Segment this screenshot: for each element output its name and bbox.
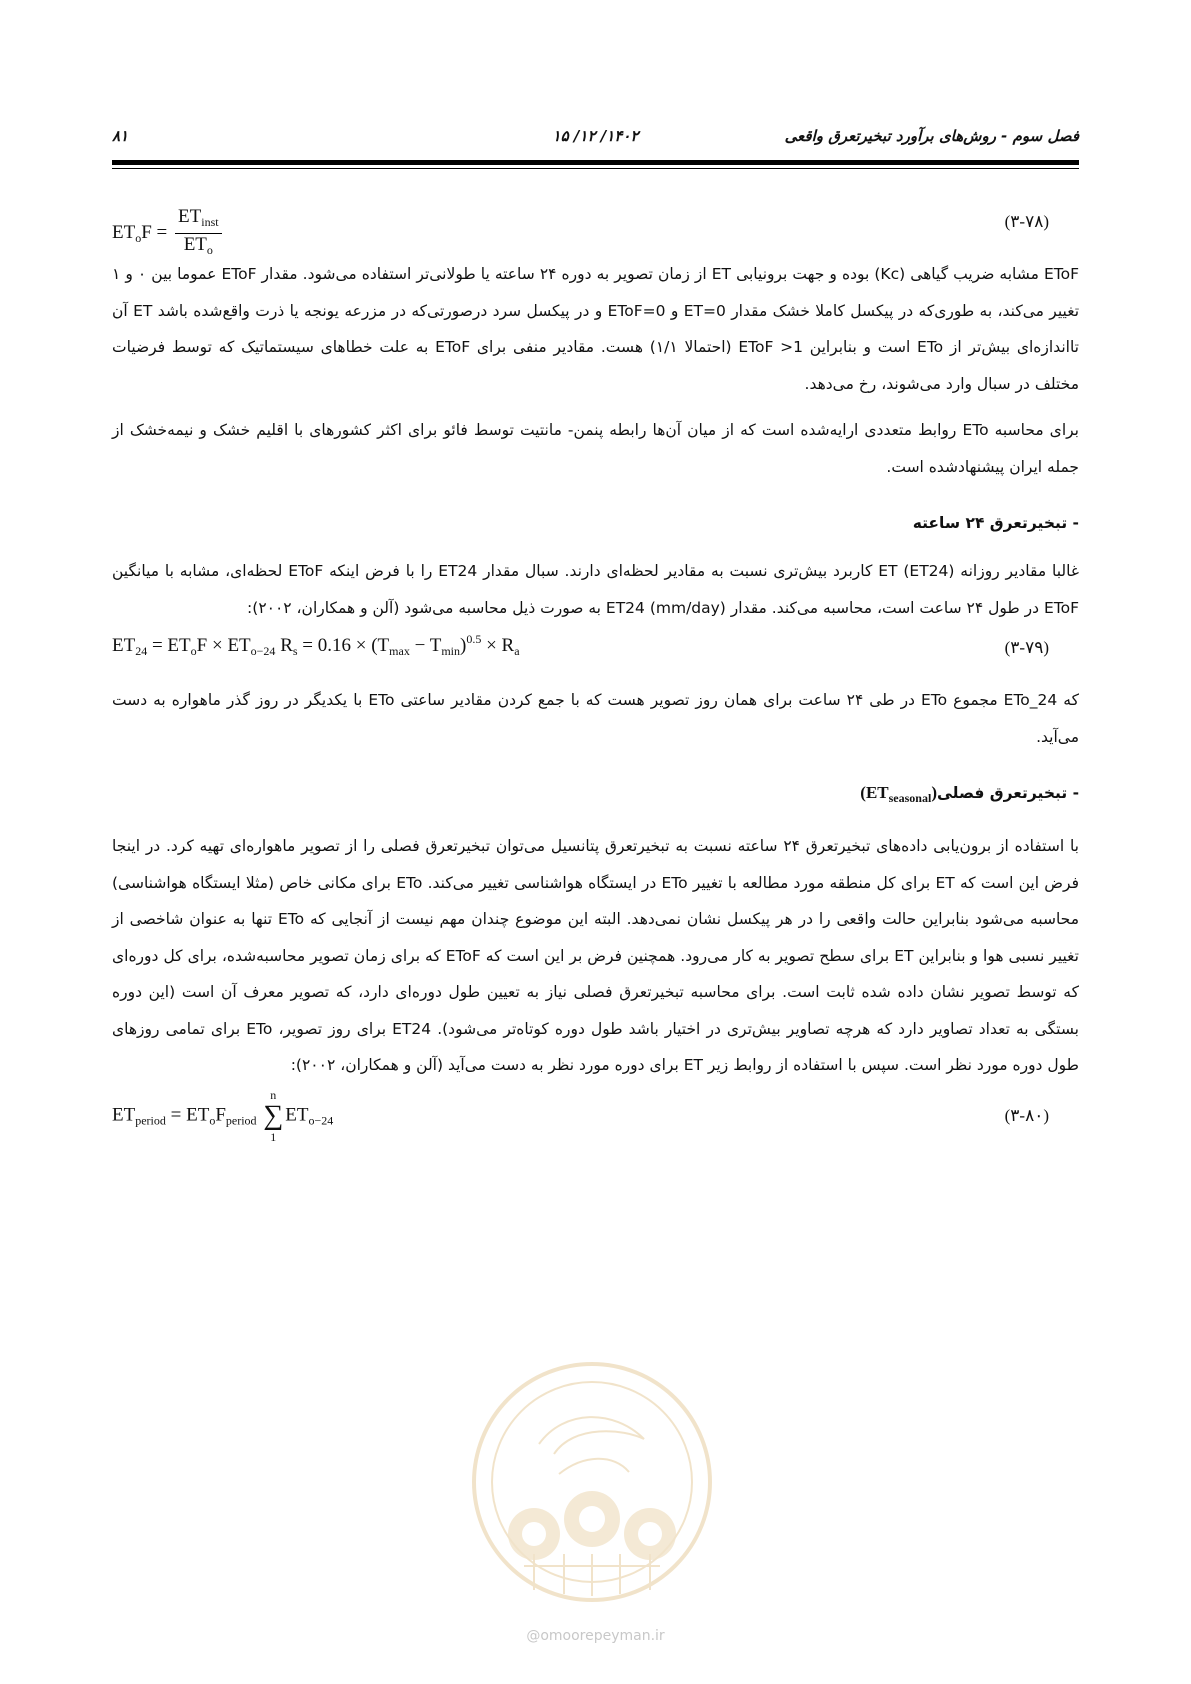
page-header bbox=[112, 127, 1079, 155]
para5-line8: اختیار باشد طول دوره کوتاه‌تر می‌شود). ET24 برای روز تصویر، ETo برای تمامی روزهای طول دوره مورد نظر است. bbox=[112, 1019, 1079, 1074]
eq79-d-sub: s bbox=[292, 644, 298, 658]
eq79-g-sup: 0.5 bbox=[466, 632, 482, 646]
eq79-a: ET bbox=[112, 635, 136, 656]
para5-line7: تعیین طول دوره‌ای دارد، که تصویر معرف آن است (این دوره بستگی به تعداد تصاویر دارد که هرچه تصاویر بیش‌تری در bbox=[112, 983, 1079, 1038]
para1-line5: سبال وارد می‌شوند، رخ می‌دهد. bbox=[804, 374, 1011, 393]
eq80-sum-upper: n bbox=[270, 1087, 277, 1102]
section2-title: - تبخیرتعرق فصلی bbox=[936, 784, 1079, 802]
eq79-e: = 0.16 × (T bbox=[297, 635, 390, 656]
eq80-sum-symbol: ∑ bbox=[263, 1099, 284, 1131]
header-rule-thick bbox=[112, 160, 1079, 165]
equation-79 bbox=[112, 626, 1079, 682]
para5-line9: سپس با استفاده از روابط زیر ET برای دوره مورد نظر به دست می‌آید (آلن و همکاران، ۲۰۰۲): bbox=[290, 1056, 900, 1074]
para5-line4: هر پیکسل نشان نمی‌دهد. البته این موضوع چندان مهم نیست از آنجایی که ETo تنها به عنوان شاخصی از تغییر نسبی bbox=[112, 910, 1079, 965]
eq79-g: ) bbox=[460, 635, 467, 656]
section-heading-seasonal bbox=[112, 775, 1079, 816]
eq80-d: ET bbox=[285, 1103, 309, 1125]
eq79-f-sub: min bbox=[441, 644, 460, 658]
page-content bbox=[112, 200, 1079, 1154]
eq78-numerator bbox=[175, 206, 222, 234]
eq78-lhs-tail: F = bbox=[141, 221, 168, 243]
section2-paren-open: ( bbox=[860, 783, 866, 802]
eq80-a-sub: period bbox=[135, 1112, 166, 1127]
section2-paren-close: ) bbox=[931, 783, 937, 802]
para1-line3: در پیکسل سرد درصورتی‌که در مزرعه یونجه یا ذرت واقع‌شده باشد ET آن تااندازه‌ای بیش‌تر از ETo است و بنابراین bbox=[112, 301, 1079, 356]
para5-line2: تصویر ماهواره‌ای تهیه کرد. در اینجا فرض این است که ET برای کل منطقه مورد مطالعه با تغییر ETo در ایستگاه bbox=[112, 837, 1079, 892]
eq78-denominator bbox=[175, 234, 222, 261]
eq79-a-sub: 24 bbox=[135, 644, 148, 658]
page-number: ۸۱ bbox=[112, 127, 129, 145]
eq79-b-sub: o bbox=[190, 644, 197, 658]
para1-line4: ETo‌F >1 (احتمالا ۱/۱) هست. مقادیر منفی برای ETo‌F به علت خطاهای سیستماتیک که توسط فرضیات مختلف در bbox=[112, 338, 1079, 393]
eq79-b: = ET bbox=[147, 635, 191, 656]
para4-line1: که ETo_24 مجموع ETo در طی ۲۴ ساعت برای همان روز تصویر هست که با جمع کردن مقادیر ساعتی ETo با bbox=[353, 691, 1079, 709]
eq80-sum-lower: 1 bbox=[270, 1129, 277, 1144]
equation-80-number: (۳-۸۰) bbox=[1004, 1105, 1049, 1125]
paragraph-eto24 bbox=[112, 682, 1079, 755]
eq78-fraction bbox=[175, 206, 222, 261]
equation-79-number: (۳-۷۹) bbox=[1004, 638, 1049, 657]
section2-en-sub: seasonal bbox=[888, 791, 932, 805]
para5-line1: با استفاده از برون‌یابی داده‌های تبخیرتعرق ۲۴ ساعته نسبت به تبخیرتعرق پتانسیل می‌توان تبخیرتعرق فصلی را از bbox=[345, 837, 1079, 855]
para2-line2: کشورهای با اقلیم خشک و نیمه‌خشک از جمله ایران پیشنهادشده است. bbox=[112, 421, 1079, 476]
paragraph-seasonal bbox=[112, 828, 1079, 1084]
eq79-e-sub: max bbox=[389, 644, 410, 658]
equation-80 bbox=[112, 1084, 1079, 1154]
header-rule-thin bbox=[112, 168, 1079, 169]
eq80-c: F bbox=[215, 1103, 226, 1125]
paragraph-et24 bbox=[112, 553, 1079, 626]
eq78-lhs: ET bbox=[112, 221, 136, 243]
para5-line6: محاسبه‌شده، برای کل دوره‌ای که توسط تصویر نشان داده شده ثابت است. برای محاسبه تبخیرتعرق فصلی نیاز به bbox=[112, 946, 1079, 1001]
eq79-d: R bbox=[275, 635, 293, 656]
eq80-c-sub: period bbox=[225, 1112, 257, 1127]
section2-en bbox=[860, 783, 937, 805]
chapter-title: فصل سوم - روش‌های برآورد تبخیرتعرق واقعی bbox=[784, 127, 1079, 145]
equation-79-formula bbox=[112, 632, 520, 659]
eq79-c: F × ET bbox=[196, 635, 251, 656]
para5-line3: هواشناسی تغییر می‌کند. ETo برای مکانی خاص (مثلا ایستگاه هواشناسی) محاسبه می‌شود بنابراین حالت واقعی را در bbox=[112, 873, 1079, 928]
eq79-h-sub: a bbox=[514, 644, 520, 658]
section-heading-24h: - تبخیرتعرق ۲۴ ساعته bbox=[912, 514, 1079, 532]
paragraph-etof bbox=[112, 256, 1079, 402]
section2-en-text: ET bbox=[865, 783, 889, 802]
eq78-den-text: ET bbox=[183, 234, 207, 255]
header-date: ۱۴۰۲/ ۱۲/ ۱۵ bbox=[552, 127, 639, 145]
para4-line2: یکدیگر در روز گذر ماهواره به دست می‌آید. bbox=[112, 691, 1079, 746]
eq79-h: × R bbox=[481, 635, 515, 656]
para5-line5: هوا و بنابراین ET برای سطح تصویر به کار می‌رود. همچنین فرض بر این است که EToF که برای زمان تصویر bbox=[310, 946, 1004, 965]
eq80-b-sub: o bbox=[209, 1112, 216, 1127]
eq78-num-text: ET bbox=[178, 206, 202, 227]
para2-line1: برای محاسبه ETo روابط متعددی ارایه‌شده است که از میان آن‌ها رابطه پنمن- مانتیت توسط فائو برای اکثر bbox=[377, 421, 1079, 439]
eq78-lhs-sub: o bbox=[135, 230, 142, 245]
equation-78-number: (۳-۷۸) bbox=[1004, 212, 1049, 231]
para3-line2: EToF لحظه‌ای، مشابه با میانگین EToF در طول ۲۴ ساعت است، محاسبه می‌کند. مقدار ET24 (mm/day) به صورت bbox=[112, 562, 1079, 617]
eq78-num-sub: inst bbox=[201, 215, 219, 229]
equation-80-formula bbox=[112, 1088, 333, 1144]
publisher-seal-watermark bbox=[464, 1354, 720, 1610]
eq79-f: − T bbox=[409, 635, 442, 656]
equation-78 bbox=[112, 200, 1079, 256]
para1-line1: ETo‌F مشابه ضریب گیاهی (Kc) بوده و جهت برونیابی ET از زمان تصویر به دوره ۲۴ ساعته یا طولانی‌تر استفاده bbox=[361, 265, 1079, 283]
para3-line3: ذیل محاسبه می‌شود (آلن و همکاران، ۲۰۰۲): bbox=[247, 598, 536, 617]
para3-line1: غالبا مقادیر روزانه ET (ET24) کاربرد بیش‌تری نسبت به مقادیر لحظه‌ای دارند. سبال مقدار ET24 را با فرض اینکه bbox=[329, 562, 1079, 580]
eq80-b: = ET bbox=[165, 1103, 210, 1125]
eq80-a: ET bbox=[112, 1103, 136, 1125]
eq78-den-sub: o bbox=[206, 243, 213, 257]
para1-line2: می‌شود. مقدار ETo‌F عموما بین ۰ و ۱ تغییر می‌کند، به طوری‌که در پیکسل کاملا خشک مقدار ET=0 و ETo‌F=0 و bbox=[112, 265, 1080, 320]
equation-78-formula bbox=[112, 206, 225, 261]
website-footer: @omoorepeyman.ir bbox=[526, 1628, 665, 1644]
paragraph-eto bbox=[112, 412, 1079, 485]
eq80-d-sub: o−24 bbox=[308, 1112, 334, 1127]
eq80-summation bbox=[263, 1088, 283, 1144]
eq79-c-sub: o−24 bbox=[250, 644, 276, 658]
